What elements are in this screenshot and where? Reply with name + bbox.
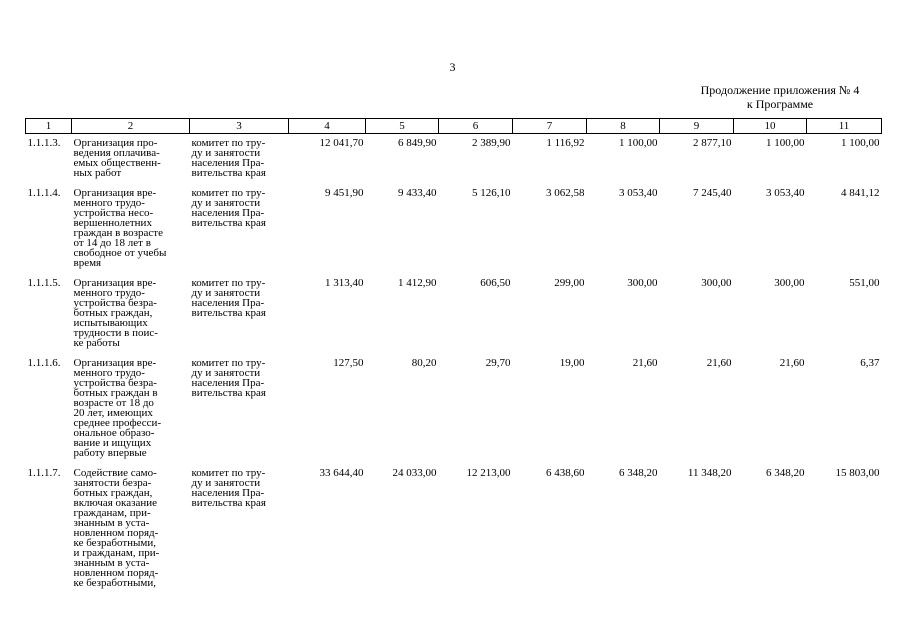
row-value: 15 803,00 xyxy=(835,467,880,479)
row-value: 12 041,70 xyxy=(319,137,364,149)
row-value: 9 433,40 xyxy=(398,187,437,199)
row-executor: комитет по тру- ду и занятости населения Пра- вительства края xyxy=(191,277,266,319)
row-value: 2 389,90 xyxy=(472,137,511,149)
row-value: 1 100,00 xyxy=(841,137,880,149)
row-code: 1.1.1.6. xyxy=(27,357,61,369)
row-value: 2 877,10 xyxy=(693,137,732,149)
column-header: 11 xyxy=(807,119,882,134)
row-value: 300,00 xyxy=(627,277,658,289)
row-value: 21,60 xyxy=(632,357,658,369)
row-value: 24 033,00 xyxy=(392,467,437,479)
row-value: 9 451,90 xyxy=(325,187,364,199)
row-value: 7 245,40 xyxy=(693,187,732,199)
row-activity-name: Организация вре- менного трудо- устройства безра- ботных граждан в возрасте от 18 до 20 лет, имеющих среднее професси- ональное образо- вание и ищущих работу впервые xyxy=(73,357,162,459)
column-header: 8 xyxy=(587,119,660,134)
appendix-note-line-1: Продолжение приложения № 4 xyxy=(700,83,860,97)
row-value: 21,60 xyxy=(706,357,732,369)
column-header: 10 xyxy=(734,119,807,134)
row-executor: комитет по тру- ду и занятости населения Пра- вительства края xyxy=(191,137,266,179)
row-value: 5 126,10 xyxy=(472,187,511,199)
row-value: 1 313,40 xyxy=(325,277,364,289)
row-activity-name: Содействие само- занятости безра- ботных граждан, включая оказание гражданам, при- знанным в уста- новленном поряд- ке безработными, и гражданам, при- знанным в уста- новленном поряд- ке безработными, xyxy=(73,467,160,589)
column-header: 1 xyxy=(26,119,72,134)
appendix-note-line-2: к Программе xyxy=(746,97,814,111)
row-value: 3 053,40 xyxy=(619,187,658,199)
row-value: 33 644,40 xyxy=(319,467,364,479)
column-header: 6 xyxy=(439,119,513,134)
row-value: 299,00 xyxy=(554,277,585,289)
row-value: 6 348,20 xyxy=(766,467,805,479)
table-row xyxy=(26,184,882,274)
row-value: 3 053,40 xyxy=(766,187,805,199)
row-code: 1.1.1.3. xyxy=(27,137,61,149)
row-value: 3 062,58 xyxy=(546,187,585,199)
column-header: 2 xyxy=(72,119,190,134)
row-value: 6,37 xyxy=(860,357,880,369)
column-header: 5 xyxy=(366,119,439,134)
row-value: 6 438,60 xyxy=(546,467,585,479)
row-activity-name: Организация вре- менного трудо- устройства несо- вершеннолетних граждан в возрасте от 14 до 18 лет в свободное от учебы время xyxy=(73,187,167,269)
table-header-row xyxy=(26,119,882,134)
row-executor: комитет по тру- ду и занятости населения Пра- вительства края xyxy=(191,357,266,399)
row-activity-name: Организация вре- менного трудо- устройства безра- ботных граждан, испытывающих трудности в поис- ке работы xyxy=(73,277,158,349)
program-table xyxy=(25,118,882,594)
row-value: 6 849,90 xyxy=(398,137,437,149)
row-value: 80,20 xyxy=(411,357,437,369)
row-code: 1.1.1.7. xyxy=(27,467,61,479)
row-value: 300,00 xyxy=(774,277,805,289)
column-header: 4 xyxy=(289,119,366,134)
row-value: 1 412,90 xyxy=(398,277,437,289)
table-row xyxy=(26,134,882,185)
row-value: 1 100,00 xyxy=(766,137,805,149)
row-value: 1 116,92 xyxy=(546,137,585,149)
column-header: 9 xyxy=(660,119,734,134)
row-executor: комитет по тру- ду и занятости населения Пра- вительства края xyxy=(191,467,266,509)
row-activity-name: Организация про- ведения оплачива- емых общественн- ных работ xyxy=(73,137,161,179)
row-value: 6 348,20 xyxy=(619,467,658,479)
row-code: 1.1.1.4. xyxy=(27,187,61,199)
row-value: 551,00 xyxy=(849,277,880,289)
row-executor: комитет по тру- ду и занятости населения Пра- вительства края xyxy=(191,187,266,229)
row-value: 21,60 xyxy=(779,357,805,369)
column-header: 7 xyxy=(513,119,587,134)
appendix-note xyxy=(665,83,895,111)
row-value: 606,50 xyxy=(480,277,511,289)
row-value: 12 213,00 xyxy=(466,467,511,479)
row-value: 29,70 xyxy=(485,357,511,369)
row-code: 1.1.1.5. xyxy=(27,277,61,289)
row-value: 11 348,20 xyxy=(687,467,732,479)
page-number: 3 xyxy=(449,60,456,74)
row-value: 1 100,00 xyxy=(619,137,658,149)
row-value: 127,50 xyxy=(333,357,364,369)
table-row xyxy=(26,274,882,354)
table-row xyxy=(26,464,882,594)
column-header: 3 xyxy=(190,119,289,134)
row-value: 4 841,12 xyxy=(841,187,880,199)
row-value: 300,00 xyxy=(701,277,732,289)
row-value: 19,00 xyxy=(559,357,585,369)
table-row xyxy=(26,354,882,464)
